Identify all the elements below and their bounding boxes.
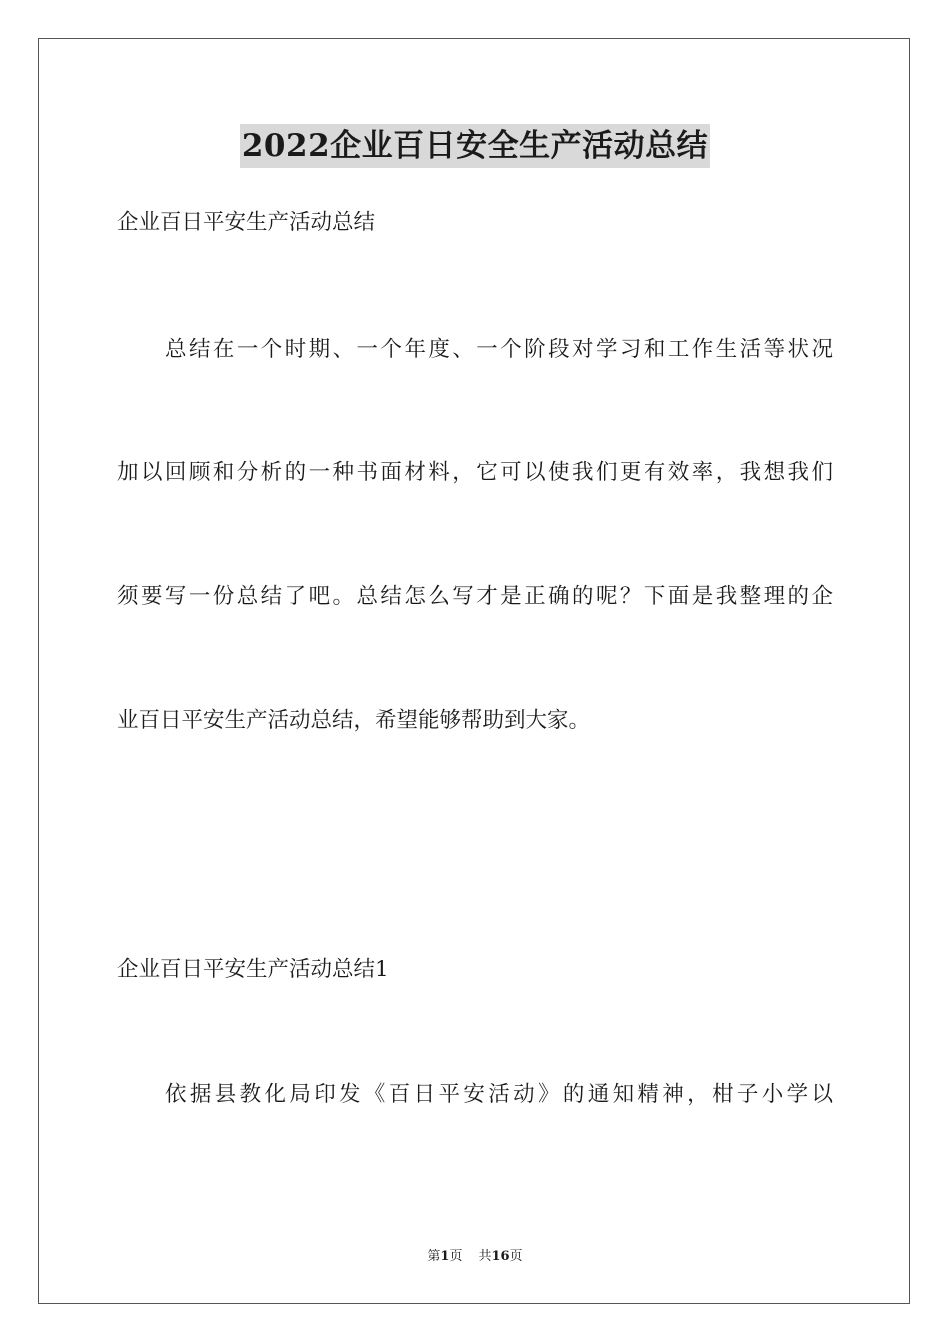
total-prefix: 共	[478, 1249, 492, 1264]
subtitle: 企业百日平安生产活动总结	[117, 210, 376, 235]
paragraph-line: 须要写一份总结了吧。总结怎么写才是正确的呢？下面是我整理的企	[117, 584, 833, 609]
title-block	[0, 124, 950, 168]
total-unit: 页	[509, 1249, 523, 1264]
paragraph-line: 总结在一个时期、一个年度、一个阶段对学习和工作生活等状况	[165, 337, 833, 362]
page-unit: 页	[449, 1249, 463, 1264]
page-prefix: 第	[427, 1249, 441, 1264]
page-footer	[0, 1247, 950, 1267]
paragraph-line: 业百日平安生产活动总结，希望能够帮助到大家。	[117, 708, 591, 733]
document-title: 2022企业百日安全生产活动总结	[240, 124, 710, 168]
current-page-number: 1	[440, 1249, 450, 1264]
total-pages-number: 16	[491, 1249, 510, 1264]
section-heading: 企业百日平安生产活动总结1	[117, 957, 389, 982]
paragraph-line: 加以回顾和分析的一种书面材料，它可以使我们更有效率，我想我们	[117, 460, 833, 485]
paragraph-line: 依据县教化局印发《百日平安活动》的通知精神，柑子小学以	[165, 1082, 833, 1107]
